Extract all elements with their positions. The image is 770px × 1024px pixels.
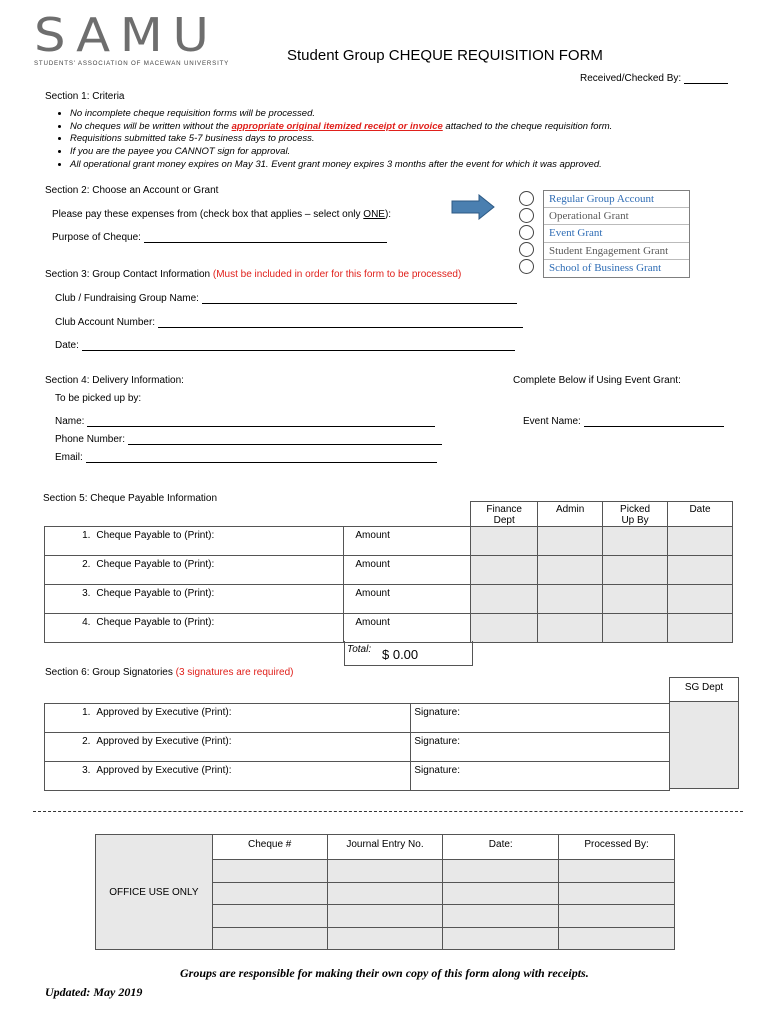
radio-school-of-business-grant[interactable] [519, 259, 534, 274]
radio-event-grant[interactable] [519, 225, 534, 240]
purpose-line[interactable] [144, 232, 387, 243]
admin-cell [538, 527, 603, 556]
radio-regular-group-account[interactable] [519, 191, 534, 206]
club-account-field[interactable] [55, 317, 523, 328]
finance-cell [471, 527, 538, 556]
section6-heading [45, 667, 293, 678]
event-grant-heading: Complete Below if Using Event Grant: [513, 375, 681, 386]
office-cell [327, 927, 443, 949]
page-title: Student Group CHEQUE REQUISITION FORM [287, 47, 603, 64]
finance-cell [471, 556, 538, 585]
admin-cell [538, 556, 603, 585]
office-cell [327, 905, 443, 927]
cheque-payable-label[interactable]: Cheque Payable to (Print): [96, 527, 343, 556]
purpose-label: Purpose of Cheque: [52, 232, 141, 243]
admin-cell [538, 614, 603, 643]
updated-date: Updated: May 2019 [45, 985, 143, 999]
date-label: Date: [55, 340, 79, 351]
office-cell [327, 882, 443, 904]
date-cell [668, 527, 733, 556]
club-account-line[interactable] [158, 317, 523, 328]
col-office-date: Date: [443, 835, 559, 860]
criteria-item [70, 121, 612, 134]
pickup-label: To be picked up by: [55, 393, 142, 404]
table-row [45, 585, 733, 614]
pay-instruction [52, 209, 391, 220]
radio-student-engagement-grant[interactable] [519, 242, 534, 257]
picked-up-cell [603, 556, 668, 585]
table-row [45, 556, 733, 585]
phone-label: Phone Number: [55, 434, 126, 445]
office-cell [443, 905, 559, 927]
picked-up-cell [603, 585, 668, 614]
grant-option-school-of-business[interactable]: School of Business Grant [549, 261, 662, 274]
col-picked-up-by: Picked Up By [603, 502, 668, 527]
criteria-item: • Requisitions submitted take 5-7 business days to process. [70, 133, 612, 146]
club-name-line[interactable] [202, 293, 517, 304]
phone-field[interactable] [55, 434, 442, 445]
event-name-field[interactable] [523, 416, 724, 427]
amount-cell[interactable]: Amount [344, 556, 471, 585]
email-field[interactable] [55, 452, 437, 463]
grant-option-regular[interactable]: Regular Group Account [544, 191, 689, 208]
email-line[interactable] [86, 452, 437, 463]
office-cell [212, 927, 327, 949]
table-row [45, 527, 733, 556]
office-cell [443, 882, 559, 904]
row-number: 3. [45, 762, 97, 791]
col-finance-dept: Finance Dept [471, 502, 538, 527]
section3-title: Section 3: Group Contact Information [45, 269, 211, 280]
section5-heading: Section 5: Cheque Payable Information [43, 493, 217, 504]
finance-cell [471, 614, 538, 643]
office-cell [559, 860, 675, 882]
received-checked-label: Received/Checked By: [580, 73, 682, 84]
received-checked-line[interactable] [684, 73, 728, 84]
signature-field[interactable]: Signature: [411, 762, 670, 791]
logo-subtitle: STUDENTS' ASSOCIATION OF MACEWAN UNIVERSITY [34, 60, 230, 67]
logo-text: SAMU [34, 8, 219, 62]
office-use-table [95, 834, 675, 950]
row-number: 2. [45, 556, 97, 585]
amount-cell[interactable]: Amount [344, 527, 471, 556]
total-value: $ 0.00 [382, 647, 419, 662]
amount-cell[interactable]: Amount [344, 614, 471, 643]
office-cell [559, 905, 675, 927]
office-cell [212, 905, 327, 927]
event-name-label: Event Name: [523, 416, 581, 427]
cheque-payable-label[interactable]: Cheque Payable to (Print): [96, 585, 343, 614]
row-number: 1. [45, 527, 97, 556]
arrow-right-icon [451, 194, 495, 220]
date-cell [668, 556, 733, 585]
pickup-name-label: Name: [55, 416, 85, 427]
cheque-payable-label[interactable]: Cheque Payable to (Print): [96, 556, 343, 585]
pickup-name-field[interactable] [55, 416, 435, 427]
office-cell [443, 927, 559, 949]
signature-field[interactable]: Signature: [411, 733, 670, 762]
section1-heading: Section 1: Criteria [45, 91, 125, 102]
col-cheque-number: Cheque # [212, 835, 327, 860]
amount-cell[interactable]: Amount [344, 585, 471, 614]
pay-instruction-one: ONE [363, 209, 385, 220]
pay-instruction-before: Please pay these expenses from (check box that applies – select only [52, 209, 364, 220]
table-row [45, 704, 670, 733]
office-cell [212, 882, 327, 904]
criteria-item: • No incomplete cheque requisition forms will be processed. [70, 108, 612, 121]
row-number: 4. [45, 614, 97, 643]
pay-instruction-after: ): [384, 209, 392, 220]
col-admin: Admin [538, 502, 603, 527]
table-row [45, 762, 670, 791]
col-journal-entry: Journal Entry No. [327, 835, 443, 860]
date-line[interactable] [82, 340, 515, 351]
club-name-field[interactable] [55, 293, 517, 304]
club-account-label: Club Account Number: [55, 317, 156, 328]
office-cell [443, 860, 559, 882]
dashed-divider [33, 811, 743, 812]
received-checked-by[interactable] [580, 73, 728, 84]
pickup-name-line[interactable] [87, 416, 435, 427]
total-box [344, 641, 473, 666]
purpose-of-cheque[interactable] [52, 232, 387, 243]
signatories-table [44, 703, 670, 791]
finance-cell [471, 585, 538, 614]
section6-title: Section 6: Group Signatories [45, 667, 173, 678]
date-cell [668, 585, 733, 614]
section3-note: (Must be included in order for this form to be processed) [212, 269, 462, 280]
office-use-label: OFFICE USE ONLY [96, 835, 213, 950]
cheque-payable-table [44, 501, 733, 643]
row-number: 2. [45, 733, 97, 762]
executive-print-field[interactable]: Approved by Executive (Print): [96, 762, 410, 791]
grant-option-operational[interactable]: Operational Grant [544, 208, 689, 225]
office-cell [327, 860, 443, 882]
sg-dept-box [669, 677, 739, 789]
section4-heading: Section 4: Delivery Information: [45, 375, 184, 386]
grant-options-box [543, 190, 690, 278]
row-number: 3. [45, 585, 97, 614]
section2-heading: Section 2: Choose an Account or Grant [45, 185, 219, 196]
criteria-list [58, 108, 612, 172]
row-number: 1. [45, 704, 97, 733]
cheque-payable-label[interactable]: Cheque Payable to (Print): [96, 614, 343, 643]
date-cell [668, 614, 733, 643]
grant-option-student-engagement[interactable]: Student Engagement Grant [544, 243, 689, 260]
picked-up-cell [603, 614, 668, 643]
footer-note: Groups are responsible for making their own copy of this form along with receipts. [180, 966, 589, 980]
radio-operational-grant[interactable] [519, 208, 534, 223]
club-name-label: Club / Fundraising Group Name: [55, 293, 199, 304]
criteria-item2-after: attached to the cheque requisition form. [442, 120, 613, 132]
table-row [45, 614, 733, 643]
phone-line[interactable] [128, 434, 442, 445]
section6-note: (3 signatures are required) [175, 667, 294, 678]
date-field[interactable] [55, 340, 515, 351]
admin-cell [538, 585, 603, 614]
criteria-item: • If you are the payee you CANNOT sign for approval. [70, 146, 612, 159]
office-cell [559, 882, 675, 904]
office-cell [559, 927, 675, 949]
criteria-item2-highlight: appropriate original itemized receipt or invoice [231, 120, 443, 132]
executive-print-field[interactable]: Approved by Executive (Print): [96, 704, 410, 733]
criteria-item2-before: No cheques will be written without the [70, 120, 232, 132]
signature-field[interactable]: Signature: [411, 704, 670, 733]
sg-dept-label: SG Dept [670, 678, 738, 702]
executive-print-field[interactable]: Approved by Executive (Print): [96, 733, 410, 762]
criteria-item: • All operational grant money expires on May 31. Event grant money expires 3 months after the event for which it was approved. [70, 159, 612, 172]
samu-logo [34, 8, 230, 74]
office-cell [212, 860, 327, 882]
col-date: Date [668, 502, 733, 527]
picked-up-cell [603, 527, 668, 556]
col-processed-by: Processed By: [559, 835, 675, 860]
total-label: Total: [347, 644, 372, 655]
sg-dept-cell [670, 702, 738, 788]
email-label: Email: [55, 452, 83, 463]
event-name-line[interactable] [584, 416, 724, 427]
grant-option-event[interactable]: Event Grant [544, 225, 689, 242]
section3-heading [45, 269, 461, 280]
table-row [45, 733, 670, 762]
